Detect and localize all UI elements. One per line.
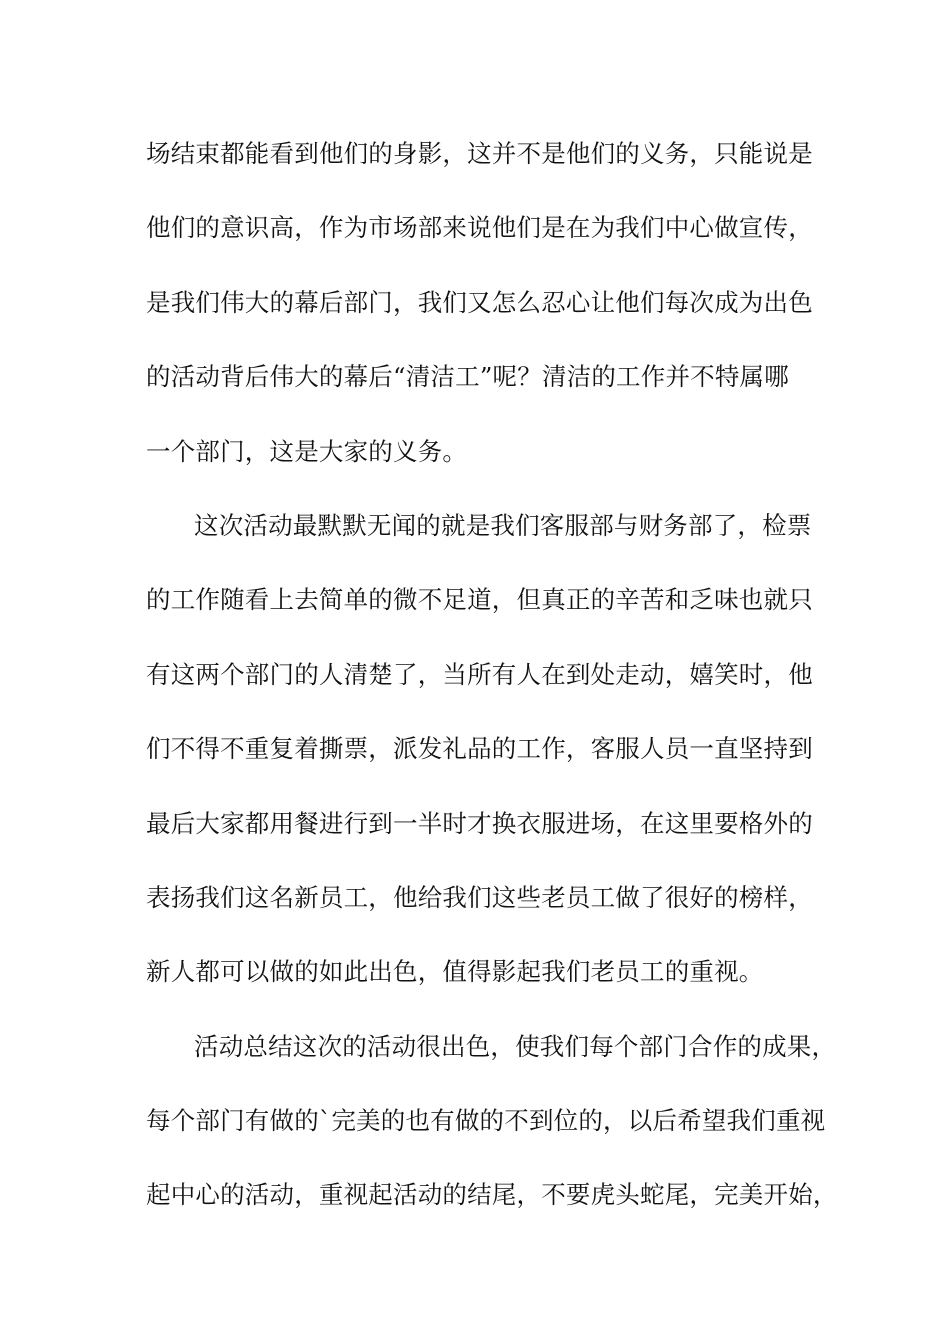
text-line: 他们的意识高，作为市场部来说他们是在为我们中心做宣传， xyxy=(146,213,813,243)
paragraph-start-line: 这次活动最默默无闻的就是我们客服部与财务部了，检票 xyxy=(194,510,812,540)
text-line: 的工作随看上去简单的微不足道，但真正的辛苦和乏味也就只 xyxy=(146,585,813,615)
text-line: 起中心的活动，重视起活动的结尾，不要虎头蛇尾，完美开始， xyxy=(146,1180,838,1210)
paragraph-start-line: 活动总结这次的活动很出色，使我们每个部门合作的成果， xyxy=(194,1031,837,1061)
text-line: 有这两个部门的人清楚了，当所有人在到处走动，嬉笑时，他 xyxy=(146,659,813,689)
text-line: 表扬我们这名新员工，他给我们这些老员工做了很好的榜样， xyxy=(146,882,813,912)
text-line: 是我们伟大的幕后部门，我们又怎么忍心让他们每次成为出色 xyxy=(146,287,813,317)
body-text xyxy=(146,128,838,1244)
text-line: 每个部门有做的`完美的也有做的不到位的，以后希望我们重视 xyxy=(146,1106,826,1136)
text-line: 新人都可以做的如此出色，值得影起我们老员工的重视。 xyxy=(146,957,764,987)
text-line: 的活动背后伟大的幕后“清洁工”呢？清洁的工作并不特属哪 xyxy=(146,362,789,392)
text-line: 场结束都能看到他们的身影，这并不是他们的义务，只能说是 xyxy=(146,139,813,168)
text-line: 一个部门，这是大家的义务。 xyxy=(146,436,468,466)
text-line: 们不得不重复着撕票，派发礼品的工作，客服人员一直坚持到 xyxy=(146,734,813,764)
text-line: 最后大家都用餐进行到一半时才换衣服进场，在这里要格外的 xyxy=(146,808,813,838)
